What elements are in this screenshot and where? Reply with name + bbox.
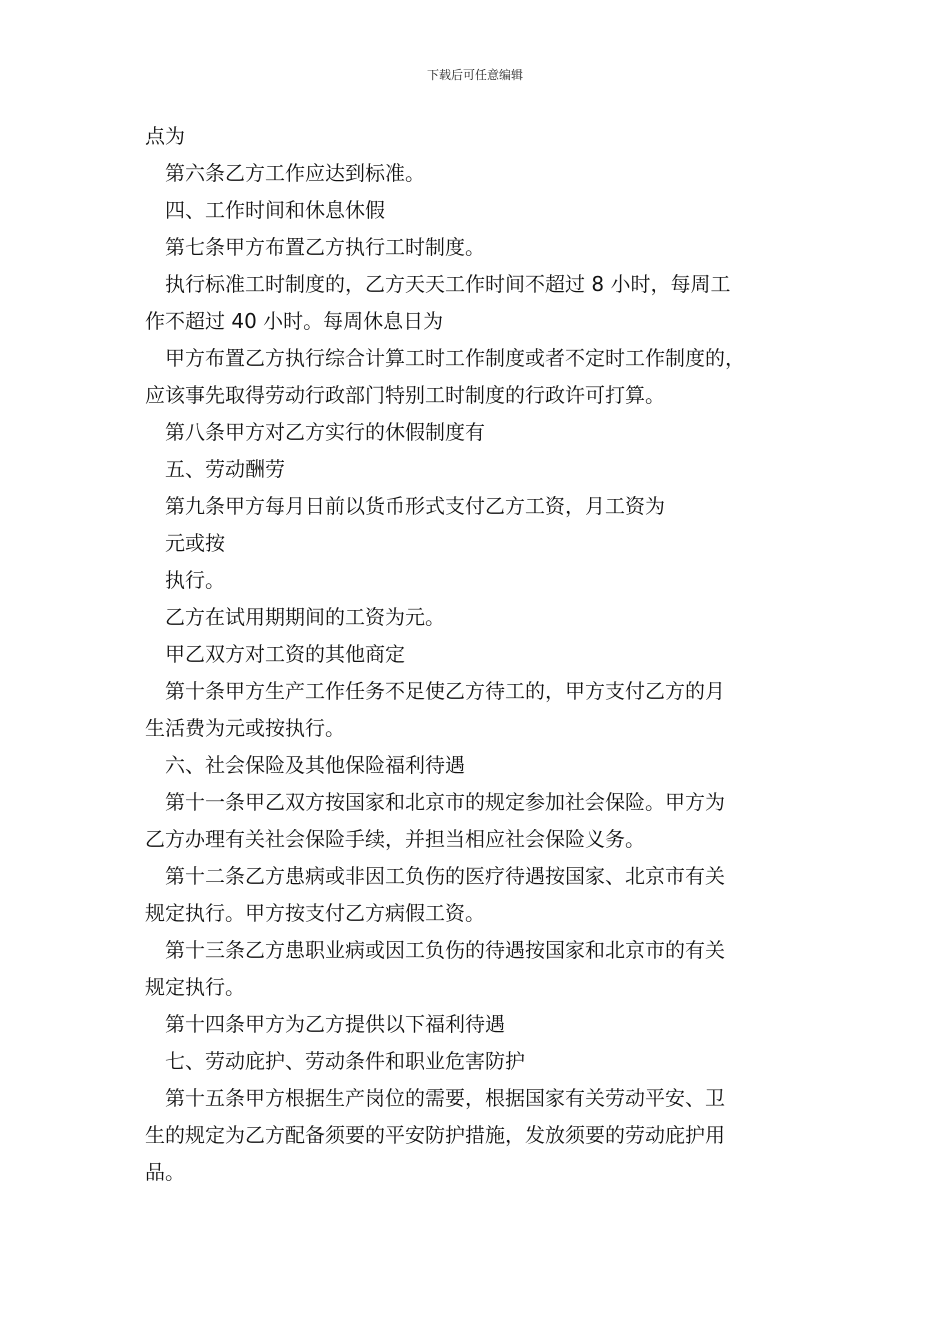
text-line: 应该事先取得劳动行政部门特别工时制度的行政许可打算。 <box>145 383 665 407</box>
text-line: 第六条乙方工作应达到标准。 <box>165 161 425 185</box>
text-line: 第十三条乙方患职业病或因工负伤的待遇按国家和北京市的有关 <box>165 938 725 962</box>
text-line: 第八条甲方对乙方实行的休假制度有 <box>165 420 485 444</box>
text-line: 规定执行。甲方按支付乙方病假工资。 <box>145 901 485 925</box>
text-line: 规定执行。 <box>145 975 245 999</box>
text-line: 甲方布置乙方执行综合计算工时工作制度或者不定时工作制度的， <box>165 346 745 370</box>
text-line: 点为 <box>145 124 185 148</box>
text-line: 第十条甲方生产工作任务不足使乙方待工的，甲方支付乙方的月 <box>165 679 725 703</box>
text-line: 乙方办理有关社会保险手续，并担当相应社会保险义务。 <box>145 827 645 851</box>
text-line: 执行。 <box>165 568 225 592</box>
text-line: 甲乙双方对工资的其他商定 <box>165 642 405 666</box>
text-line: 四、工作时间和休息休假 <box>165 198 385 222</box>
text-line: 乙方在试用期期间的工资为元。 <box>165 605 445 629</box>
text-line: 六、社会保险及其他保险福利待遇 <box>165 753 465 777</box>
text-line: 元或按 <box>165 531 225 555</box>
text-line: 作不超过 40 小时。每周休息日为 <box>145 309 444 333</box>
text-line: 执行标准工时制度的，乙方天天工作时间不超过 8 小时，每周工 <box>165 272 731 296</box>
text-line: 五、劳动酬劳 <box>165 457 285 481</box>
document-body <box>145 118 815 1191</box>
text-line: 生的规定为乙方配备须要的平安防护措施，发放须要的劳动庇护用 <box>145 1123 725 1147</box>
text-line: 第九条甲方每月日前以货币形式支付乙方工资，月工资为 <box>165 494 665 518</box>
text-line: 品。 <box>145 1160 185 1184</box>
text-line: 生活费为元或按执行。 <box>145 716 345 740</box>
text-line: 七、劳动庇护、劳动条件和职业危害防护 <box>165 1049 525 1073</box>
text-line: 第十四条甲方为乙方提供以下福利待遇 <box>165 1012 505 1036</box>
header-note: 下载后可任意编辑 <box>426 68 523 82</box>
text-line: 第七条甲方布置乙方执行工时制度。 <box>165 235 485 259</box>
text-line: 第十二条乙方患病或非因工负伤的医疗待遇按国家、北京市有关 <box>165 864 725 888</box>
text-line: 第十五条甲方根据生产岗位的需要，根据国家有关劳动平安、卫 <box>165 1086 725 1110</box>
text-line: 第十一条甲乙双方按国家和北京市的规定参加社会保险。甲方为 <box>165 790 725 814</box>
